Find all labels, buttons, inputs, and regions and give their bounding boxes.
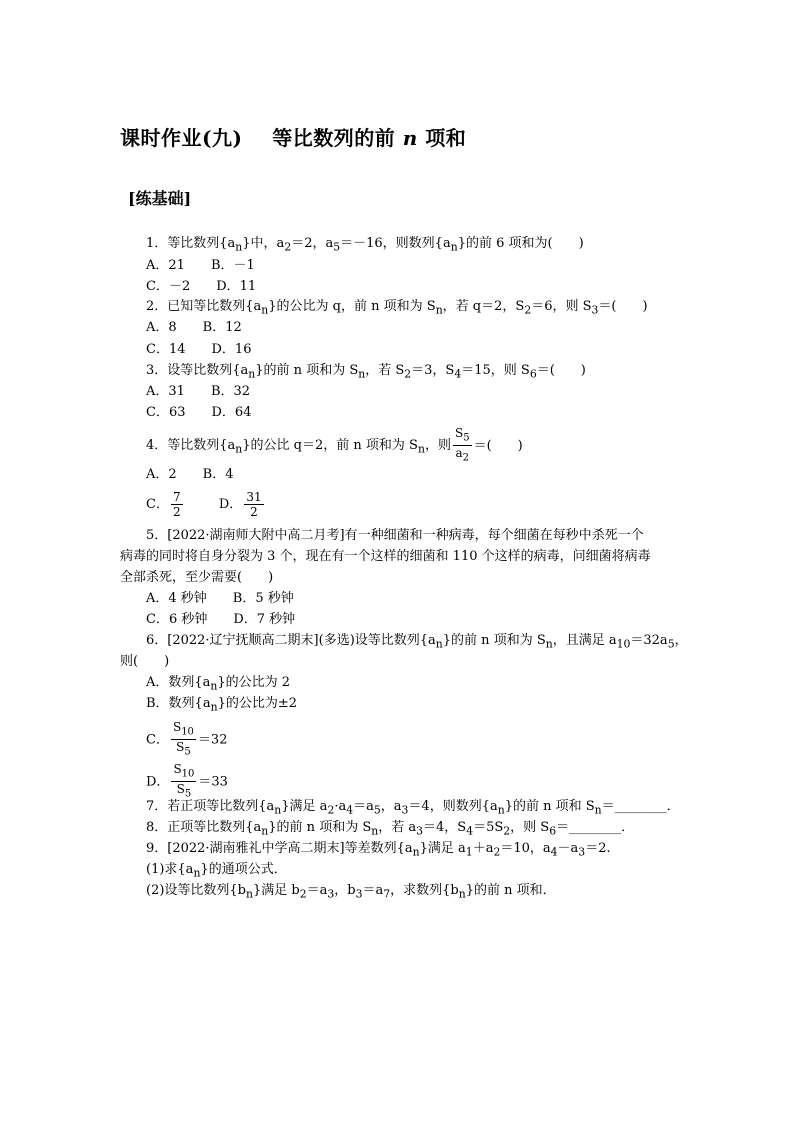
fraction: $\frac{S_{10}}{S_5}$ [173,762,195,800]
fraction: $\frac{S_5}{a_2}$ [454,426,470,464]
question-1-stem: 1．等比数列$\{a_n\}$中，$a_2=2$，$a_5=-16$，则数列$\{a_n\}$的前 6 项和为( ) [146,236,584,254]
question-9-part-2: (2)设等比数列$\{b_n\}$满足 $b_2=a_3$，$b_3=a_7$，求数列$\{b_n\}$的前 n 项和． [146,883,556,901]
fraction: $\frac{S_{10}}{S_5}$ [172,720,194,758]
question-7: 7．若正项等比数列$\{a_n\}$满足 $a_2\cdot a_4=a_5$，$a_3=4$，则数列$\{a_n\}$的前 n 项和 $S_n=\_\_\_\_\_\_\_\_$． [146,799,680,817]
fraction: $\frac{31}{2}$ [246,490,262,519]
fraction: $\frac{7}{2}$ [172,490,181,519]
question-2-options-ab: A．8 B．12 [146,320,242,335]
question-6-option-d: D． $\frac{S_{10}}{S_5}$ ＝33 [146,762,228,800]
question-9-stem: 9．[2022·湖南雅礼中学高二期末]等差数列$\{a_n\}$满足 $a_1+a_2=10$，$a_4-a_3=2$. [146,841,611,859]
question-2-stem: 2．已知等比数列$\{a_n\}$的公比为 q，前 n 项和为 $S_n$，若 q＝2，$S_2=6$，则 $S_3=$( ) [146,299,648,317]
question-3-stem: 3．设等比数列$\{a_n\}$的前 n 项和为 $S_n$，若 $S_2=3$，$S_4=15$，则 $S_6=$( ) [146,363,586,381]
question-6-option-b: B．数列$\{a_n\}$的公比为±2 [146,696,297,714]
question-5-line-1: 5．[2022·湖南师大附中高二月考]有一种细菌和一种病毒，每个细菌在每秒中杀死一个 [146,528,644,543]
question-6-line-2: 则( ) [120,654,170,669]
question-3-options-ab: A．31 B．32 [146,384,251,399]
question-2-options-cd: C．14 D．16 [146,342,252,357]
question-3-options-cd: C．63 D．64 [146,405,252,420]
question-6-option-a: A．数列$\{a_n\}$的公比为 2 [146,675,291,693]
question-4-options-ab: A．2 B．4 [146,467,234,482]
page-title: 课时作业(九) 等比数列的前 n 项和 [120,126,467,150]
question-1-options-ab: A．21 B．－1 [146,258,255,273]
question-5-line-3: 全部杀死，至少需要( ) [120,570,274,585]
question-5-options-cd: C．6 秒钟 D．7 秒钟 [146,612,296,627]
section-heading: [练基础] [128,189,192,208]
question-5-options-ab: A．4 秒钟 B．5 秒钟 [146,591,294,606]
question-1-options-cd: C．－2 D．11 [146,279,257,294]
question-9-part-1: (1)求$\{a_n\}$的通项公式． [146,862,287,880]
question-8: 8．正项等比数列$\{a_n\}$的前 n 项和为 $S_n$，若 $a_3=4$，$S_4=5S_2$，则 $S_6=\_\_\_\_\_\_\_\_$． [146,820,635,838]
question-6-option-c: C． $\frac{S_{10}}{S_5}$ ＝32 [146,720,228,758]
question-4-stem: 4．等比数列$\{a_n\}$的公比 q＝2，前 n 项和为 $S_n$，则 $\frac{S_5}{a_2}$ ＝( ) [146,426,523,464]
question-4-options-cd: C． $\frac{7}{2}$ D． $\frac{31}{2}$ [146,490,262,519]
question-6-line-1: 6．[2022·辽宁抚顺高二期末](多选)设等比数列$\{a_n\}$的前 n 项和为 $S_n$，且满足 $a_{10}=32a_5$， [146,633,688,651]
question-5-line-2: 病毒的同时将自身分裂为 3 个，现在有一个这样的细菌和 110 个这样的病毒，问细菌将病毒 [120,549,651,564]
